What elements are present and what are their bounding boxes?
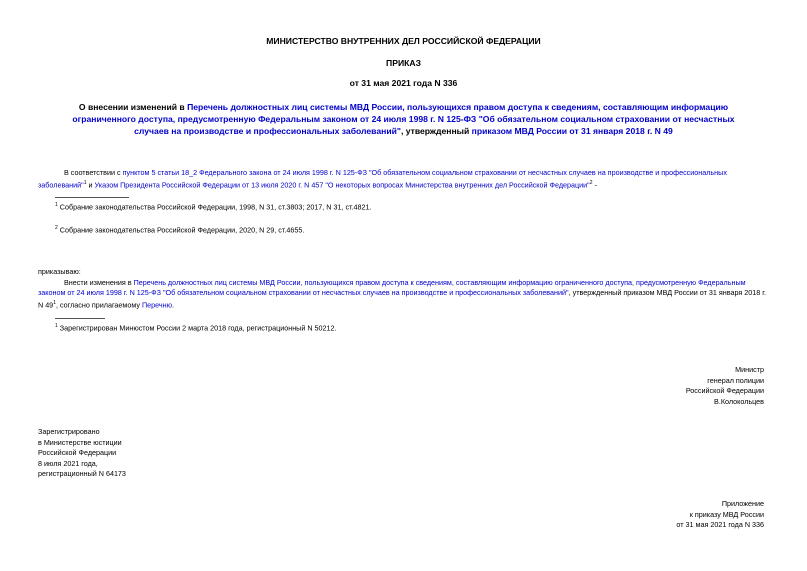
order-word: приказываю:: [38, 267, 81, 276]
doc-title: [60, 101, 747, 137]
order-footnote-mark: 1: [53, 300, 56, 306]
footnote-3: [55, 321, 337, 333]
ministry-heading: МИНИСТЕРСТВО ВНУТРЕННИХ ДЕЛ РОССИЙСКОЙ ФЕДЕРАЦИИ: [266, 36, 541, 46]
appendix-line-1: Приложение: [721, 499, 764, 508]
registration-line-3: Российской Федерации: [38, 448, 117, 457]
basis-link-law[interactable]: пунктом 5 статьи 18_2 Федерального закона от 24 июля 1998 г. N 125-ФЗ "Об обязательном социальном страховании от несчастных случаев на производстве и профессиональных заболеваний": [38, 168, 727, 190]
order-text-3: , согласно прилагаемому: [55, 300, 142, 310]
appendix-block: [676, 499, 764, 531]
order-link-list[interactable]: Перечень должностных лиц системы МВД России, пользующихся правом доступа к сведениям, составляющим информацию ограниченного доступа, предусмотренную Федеральным законом от 24 июля 1998 г. N 125-ФЗ "Об обязательном социальном страховании от несчастных случаев на производстве и профессиональных заболеваний": [38, 278, 746, 297]
basis-footnote-mark-2: 2: [589, 180, 593, 186]
order-link-appendix[interactable]: Перечню: [141, 300, 172, 310]
footnote-2-mark: 2: [55, 225, 58, 231]
order-text-4: .: [171, 300, 174, 310]
footnote-3-mark: 1: [55, 323, 58, 329]
appendix-line-3: от 31 мая 2021 года N 336: [676, 520, 764, 529]
registration-line-5: регистрационный N 64173: [38, 469, 126, 478]
registration-line-1: Зарегистрировано: [38, 427, 100, 436]
registration-block: [38, 427, 126, 480]
doc-type-heading: ПРИКАЗ: [386, 58, 421, 68]
footnote-divider: [55, 197, 129, 198]
signature-line-1: Министр: [735, 365, 764, 374]
footnote-1-text: Собрание законодательства Российской Федерации, 1998, N 31, ст.3803; 2017, N 31, ст.4821.: [57, 202, 372, 212]
order-text-1: Внести изменения в: [64, 278, 134, 287]
title-text-2: , утвержденный: [400, 126, 472, 136]
basis-text-3: -: [592, 180, 597, 190]
signature-block: [686, 365, 764, 407]
footnote-divider-2: [55, 318, 105, 319]
registration-line-4: 8 июля 2021 года,: [38, 458, 98, 468]
signature-line-2: генерал полиции: [707, 375, 764, 385]
footnote-1-mark: 1: [55, 202, 58, 208]
registration-line-2: в Министерстве юстиции: [38, 437, 122, 447]
appendix-line-2: к приказу МВД России: [689, 509, 764, 519]
title-link-order[interactable]: приказом МВД России от 31 января 2018 г. N 49: [471, 126, 673, 136]
order-paragraph: [38, 278, 770, 310]
basis-footnote-mark-1: 1: [83, 180, 87, 186]
signature-line-4: В.Колокольцев: [714, 396, 764, 406]
basis-text-2: и: [86, 180, 95, 190]
order-text-2: , утвержденный приказом МВД России от 31 января 2018 г. N 49: [38, 288, 767, 310]
basis-paragraph: [38, 168, 770, 190]
signature-line-3: Российской Федерации: [685, 386, 764, 395]
title-text-1: О внесении изменений в: [78, 102, 188, 112]
footnote-3-text: Зарегистрирован Минюстом России 2 марта 2018 года, регистрационный N 50212.: [57, 323, 337, 333]
footnote-1: [55, 200, 372, 212]
basis-text-1: В соответствии с: [64, 168, 123, 177]
doc-date: от 31 мая 2021 года N 336: [349, 78, 458, 88]
basis-link-decree[interactable]: Указом Президента Российской Федерации от 13 июля 2020 г. N 457 "О некоторых вопросах Министерства внутренних дел Российской Федерации": [94, 180, 590, 190]
title-link-list[interactable]: Перечень должностных лиц системы МВД России, пользующихся правом доступа к сведениям, составляющим информацию ограниченного доступа, предусмотренную Федеральным законом от 24 июля 1998 г. N 125-ФЗ "Об обязательном социальном страховании от несчастных случаев на производстве и профессиональных заболеваний": [72, 102, 735, 136]
footnote-2-text: Собрание законодательства Российской Федерации, 2020, N 29, ст.4655.: [57, 225, 305, 235]
footnote-2: [55, 223, 304, 235]
